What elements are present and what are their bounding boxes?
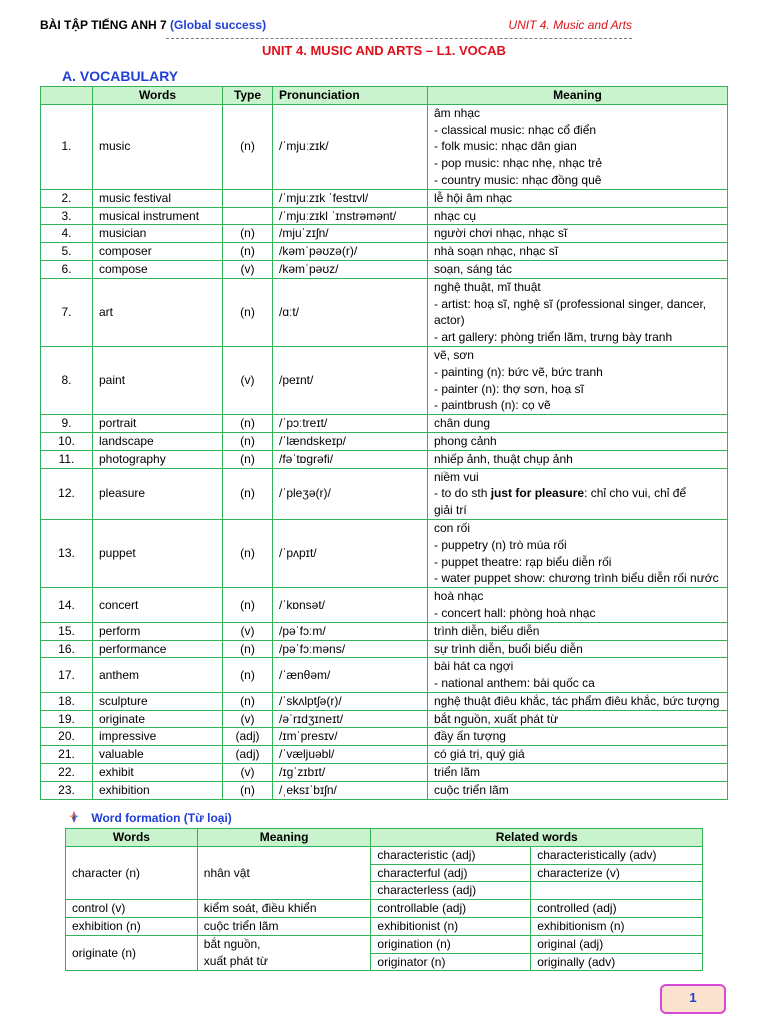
meaning-line: - paintbrush (n): cọ vẽ xyxy=(434,398,551,413)
meaning-line: triển lãm xyxy=(434,765,481,780)
type-cell: (n) xyxy=(223,278,273,346)
row-number: 12. xyxy=(41,468,93,519)
type-cell: (n) xyxy=(223,468,273,519)
meaning-cell xyxy=(428,207,728,225)
meaning-cell xyxy=(428,225,728,243)
pronunciation-cell: /ˌeksɪˈbɪʃn/ xyxy=(273,781,428,799)
table-row xyxy=(66,935,703,953)
meaning-line: - water puppet show: chương trình biểu diễn rối nước xyxy=(434,571,719,586)
row-number: 10. xyxy=(41,432,93,450)
pronunciation-cell: /pəˈfɔːməns/ xyxy=(273,640,428,658)
row-number: 6. xyxy=(41,260,93,278)
word-formation-table-header xyxy=(66,829,703,847)
meaning-line: kiểm soát, điều khiển xyxy=(203,901,317,916)
row-number: 15. xyxy=(41,622,93,640)
type-cell: (n) xyxy=(223,243,273,261)
header-series: (Global success) xyxy=(170,18,267,32)
meaning-line: - artist: hoạ sĩ, nghệ sĩ (professional singer, dancer, actor) xyxy=(434,296,707,328)
table-row xyxy=(41,207,728,225)
meaning-cell xyxy=(428,432,728,450)
meaning-line: nghệ thuật điêu khắc, tác phẩm điêu khắc, bức tượng xyxy=(434,693,720,708)
meaning-cell xyxy=(428,450,728,468)
meaning-line: hoà nhạc xyxy=(434,589,484,604)
meaning-text: : chỉ cho vui, chỉ để xyxy=(584,486,687,501)
header-pronunciation: Pronunciation xyxy=(273,87,428,105)
row-number: 22. xyxy=(41,764,93,782)
meaning-line: con rối xyxy=(434,520,471,535)
header-meaning: Meaning xyxy=(428,87,728,105)
page-number-badge: 1 xyxy=(660,984,726,1014)
table-row xyxy=(41,640,728,658)
word-cell: exhibit xyxy=(93,764,223,782)
row-number: 7. xyxy=(41,278,93,346)
meaning-cell xyxy=(428,746,728,764)
word-cell: character (n) xyxy=(66,846,198,899)
word-cell: musician xyxy=(93,225,223,243)
meaning-cell xyxy=(197,917,371,935)
table-row xyxy=(41,260,728,278)
meaning-line: âm nhạc xyxy=(434,105,481,120)
related-word-cell: controlled (adj) xyxy=(531,900,703,918)
pronunciation-cell: /ˈpʌpɪt/ xyxy=(273,519,428,587)
meaning-cell xyxy=(197,846,371,899)
meaning-line: trình diễn, biểu diễn xyxy=(434,623,540,638)
table-row xyxy=(41,588,728,623)
type-cell: (n) xyxy=(223,415,273,433)
pronunciation-cell: /ˈmjuːzɪk/ xyxy=(273,104,428,189)
header-unit: UNIT 4. Music and Arts xyxy=(508,18,632,32)
word-cell: composer xyxy=(93,243,223,261)
word-cell: originate (n) xyxy=(66,935,198,971)
related-word-cell: characteristically (adv) xyxy=(531,846,703,864)
row-number: 3. xyxy=(41,207,93,225)
meaning-line: sự trình diễn, buổi biểu diễn xyxy=(434,641,583,656)
type-cell: (n) xyxy=(223,104,273,189)
pronunciation-cell: /kəmˈpəʊz/ xyxy=(273,260,428,278)
meaning-line: lễ hội âm nhạc xyxy=(434,190,513,205)
row-number: 23. xyxy=(41,781,93,799)
pronunciation-cell: /ɪɡˈzɪbɪt/ xyxy=(273,764,428,782)
meaning-line: bắt nguồn, xuất phát từ xyxy=(434,711,559,726)
word-cell: control (v) xyxy=(66,900,198,918)
word-cell: art xyxy=(93,278,223,346)
row-number: 21. xyxy=(41,746,93,764)
table-row xyxy=(41,710,728,728)
word-cell: puppet xyxy=(93,519,223,587)
meaning-line: - pop music: nhạc nhẹ, nhạc trẻ xyxy=(434,156,603,171)
meaning-line: - painting (n): bức vẽ, bức tranh xyxy=(434,364,603,379)
meaning-line: nhà soạn nhạc, nhạc sĩ xyxy=(434,244,559,259)
type-cell: (v) xyxy=(223,622,273,640)
table-row xyxy=(41,764,728,782)
word-cell: valuable xyxy=(93,746,223,764)
pronunciation-cell: /ˈpɔːtreɪt/ xyxy=(273,415,428,433)
type-cell: (v) xyxy=(223,710,273,728)
meaning-line: - art gallery: phòng triển lãm, trưng bày tranh xyxy=(434,330,673,345)
row-number: 19. xyxy=(41,710,93,728)
meaning-cell xyxy=(428,781,728,799)
table-row xyxy=(41,622,728,640)
table-row xyxy=(41,415,728,433)
word-formation-table xyxy=(65,828,703,971)
type-cell: (v) xyxy=(223,346,273,414)
row-number: 11. xyxy=(41,450,93,468)
meaning-line: chân dung xyxy=(434,416,491,431)
meaning-cell xyxy=(428,692,728,710)
row-number: 2. xyxy=(41,189,93,207)
type-cell: (v) xyxy=(223,764,273,782)
row-number: 20. xyxy=(41,728,93,746)
related-word-cell xyxy=(531,882,703,900)
meaning-line: - folk music: nhạc dân gian xyxy=(434,139,577,154)
meaning-line: bài hát ca ngợi xyxy=(434,659,514,674)
related-word-cell: origination (n) xyxy=(371,935,531,953)
pronunciation-cell: /mjuˈzɪʃn/ xyxy=(273,225,428,243)
meaning-cell xyxy=(428,346,728,414)
meaning-line: nghệ thuật, mĩ thuật xyxy=(434,279,541,294)
row-number: 16. xyxy=(41,640,93,658)
row-number: 17. xyxy=(41,658,93,693)
pronunciation-cell: /əˈrɪdʒɪneɪt/ xyxy=(273,710,428,728)
meaning-line: - concert hall: phòng hoà nhạc xyxy=(434,605,596,620)
word-cell: portrait xyxy=(93,415,223,433)
header-type: Type xyxy=(223,87,273,105)
word-cell: sculpture xyxy=(93,692,223,710)
row-number: 1. xyxy=(41,104,93,189)
meaning-line: có giá trị, quý giá xyxy=(434,747,525,762)
related-word-cell: originally (adv) xyxy=(531,953,703,971)
table-row xyxy=(41,468,728,519)
header-left xyxy=(40,18,266,32)
pronunciation-cell: /ˈvæljuəbl/ xyxy=(273,746,428,764)
table-row xyxy=(41,225,728,243)
word-cell: impressive xyxy=(93,728,223,746)
meaning-cell xyxy=(428,468,728,519)
meaning-line: vẽ, sơn xyxy=(434,347,474,362)
meaning-line: nhiếp ảnh, thuật chụp ảnh xyxy=(434,451,573,466)
related-word-cell: exhibitionism (n) xyxy=(531,917,703,935)
type-cell xyxy=(223,189,273,207)
word-cell: musical instrument xyxy=(93,207,223,225)
vocabulary-table-header xyxy=(41,87,728,105)
type-cell: (n) xyxy=(223,658,273,693)
type-cell: (adj) xyxy=(223,728,273,746)
meaning-line: - painter (n): thợ sơn, hoạ sĩ xyxy=(434,381,584,396)
meaning-line: nhạc cụ xyxy=(434,208,477,223)
meaning-line: bắt nguồn, xyxy=(203,937,261,952)
meaning-cell xyxy=(428,588,728,623)
meaning-cell xyxy=(428,640,728,658)
row-number: 8. xyxy=(41,346,93,414)
table-row xyxy=(41,519,728,587)
meaning-line: - puppetry (n) trò múa rối xyxy=(434,537,567,552)
type-cell: (n) xyxy=(223,432,273,450)
header-meaning: Meaning xyxy=(197,829,371,847)
meaning-line: cuộc triển lãm xyxy=(434,782,509,797)
pronunciation-cell: /ˈænθəm/ xyxy=(273,658,428,693)
table-row xyxy=(41,243,728,261)
related-word-cell: characterful (adj) xyxy=(371,864,531,882)
meaning-cell xyxy=(428,278,728,346)
pronunciation-cell: /ˈmjuːzɪkl ˈɪnstrəmənt/ xyxy=(273,207,428,225)
pronunciation-cell: /ɑːt/ xyxy=(273,278,428,346)
type-cell: (n) xyxy=(223,225,273,243)
page-title: UNIT 4. MUSIC AND ARTS – L1. VOCAB xyxy=(262,43,506,58)
pronunciation-cell: /pəˈfɔːm/ xyxy=(273,622,428,640)
table-row xyxy=(41,450,728,468)
meaning-cell xyxy=(428,415,728,433)
table-row xyxy=(41,728,728,746)
type-cell: (v) xyxy=(223,260,273,278)
related-word-cell: characteristic (adj) xyxy=(371,846,531,864)
table-row xyxy=(66,846,703,864)
meaning-line: - classical music: nhạc cổ điển xyxy=(434,122,597,137)
meaning-line: cuộc triển lãm xyxy=(203,918,279,933)
pronunciation-cell: /fəˈtɒɡrəfi/ xyxy=(273,450,428,468)
table-row xyxy=(41,746,728,764)
meaning-line: - puppet theatre: rạp biểu diễn rối xyxy=(434,554,612,569)
meaning-line: xuất phát từ xyxy=(203,954,268,969)
row-number: 18. xyxy=(41,692,93,710)
colored-pin-icon xyxy=(68,811,80,823)
meaning-cell xyxy=(428,764,728,782)
table-row xyxy=(41,189,728,207)
meaning-line xyxy=(434,485,721,502)
related-word-cell: exhibitionist (n) xyxy=(371,917,531,935)
meaning-cell xyxy=(197,935,371,971)
type-cell: (n) xyxy=(223,588,273,623)
pronunciation-cell: /ɪmˈpresɪv/ xyxy=(273,728,428,746)
header-divider xyxy=(166,38,632,39)
header-words: Words xyxy=(66,829,198,847)
meaning-line: niềm vui xyxy=(434,469,479,484)
word-formation-heading xyxy=(68,810,232,825)
meaning-cell xyxy=(428,189,728,207)
row-number: 5. xyxy=(41,243,93,261)
word-cell: paint xyxy=(93,346,223,414)
word-cell: exhibition (n) xyxy=(66,917,198,935)
meaning-line: đầy ấn tượng xyxy=(434,729,506,744)
row-number: 14. xyxy=(41,588,93,623)
word-cell: landscape xyxy=(93,432,223,450)
meaning-cell xyxy=(428,728,728,746)
table-row xyxy=(41,781,728,799)
meaning-emphasis: just for pleasure xyxy=(490,486,585,501)
related-word-cell: originator (n) xyxy=(371,953,531,971)
related-word-cell: characterize (v) xyxy=(531,864,703,882)
meaning-cell xyxy=(428,519,728,587)
meaning-line: nhân vật xyxy=(203,865,250,880)
word-cell: photography xyxy=(93,450,223,468)
table-row xyxy=(41,432,728,450)
meaning-cell xyxy=(428,243,728,261)
meaning-cell xyxy=(428,104,728,189)
related-word-cell: characterless (adj) xyxy=(371,882,531,900)
pronunciation-cell: /ˈkɒnsət/ xyxy=(273,588,428,623)
table-row xyxy=(41,692,728,710)
header-cell xyxy=(41,87,93,105)
meaning-line: người chơi nhạc, nhạc sĩ xyxy=(434,226,568,241)
type-cell: (n) xyxy=(223,692,273,710)
word-cell: perform xyxy=(93,622,223,640)
row-number: 9. xyxy=(41,415,93,433)
table-row xyxy=(66,900,703,918)
word-cell: originate xyxy=(93,710,223,728)
row-number: 4. xyxy=(41,225,93,243)
type-cell: (n) xyxy=(223,640,273,658)
related-word-cell: controllable (adj) xyxy=(371,900,531,918)
pronunciation-cell: /peɪnt/ xyxy=(273,346,428,414)
type-cell xyxy=(223,207,273,225)
vocabulary-table xyxy=(40,86,728,800)
header-related-words: Related words xyxy=(371,829,703,847)
meaning-line: - national anthem: bài quốc ca xyxy=(434,676,595,691)
word-formation-title: Word formation (Từ loại) xyxy=(91,811,232,825)
meaning-cell xyxy=(428,710,728,728)
word-cell: music festival xyxy=(93,189,223,207)
word-cell: anthem xyxy=(93,658,223,693)
table-row xyxy=(41,278,728,346)
word-cell: exhibition xyxy=(93,781,223,799)
header-book-title: BÀI TẬP TIẾNG ANH 7 xyxy=(40,18,167,32)
type-cell: (adj) xyxy=(223,746,273,764)
pronunciation-cell: /ˈpleʒə(r)/ xyxy=(273,468,428,519)
meaning-line: giải trí xyxy=(434,503,467,518)
meaning-cell xyxy=(197,900,371,918)
meaning-line: - country music: nhạc đồng quê xyxy=(434,172,602,187)
type-cell: (n) xyxy=(223,450,273,468)
table-row xyxy=(41,658,728,693)
pronunciation-cell: /kəmˈpəʊzə(r)/ xyxy=(273,243,428,261)
header-words: Words xyxy=(93,87,223,105)
meaning-line: phong cảnh xyxy=(434,433,497,448)
word-cell: music xyxy=(93,104,223,189)
pronunciation-cell: /ˈmjuːzɪk ˈfestɪvl/ xyxy=(273,189,428,207)
meaning-cell xyxy=(428,260,728,278)
table-row xyxy=(41,104,728,189)
word-cell: performance xyxy=(93,640,223,658)
meaning-text: - to do sth xyxy=(434,486,491,501)
table-row xyxy=(66,917,703,935)
meaning-cell xyxy=(428,622,728,640)
word-cell: compose xyxy=(93,260,223,278)
type-cell: (n) xyxy=(223,781,273,799)
pronunciation-cell: /ˈskʌlptʃə(r)/ xyxy=(273,692,428,710)
row-number: 13. xyxy=(41,519,93,587)
meaning-line: soạn, sáng tác xyxy=(434,261,513,276)
related-word-cell: original (adj) xyxy=(531,935,703,953)
word-cell: concert xyxy=(93,588,223,623)
section-vocabulary-heading: A. VOCABULARY xyxy=(62,68,179,84)
word-cell: pleasure xyxy=(93,468,223,519)
meaning-cell xyxy=(428,658,728,693)
type-cell: (n) xyxy=(223,519,273,587)
pronunciation-cell: /ˈlændskeɪp/ xyxy=(273,432,428,450)
table-row xyxy=(41,346,728,414)
